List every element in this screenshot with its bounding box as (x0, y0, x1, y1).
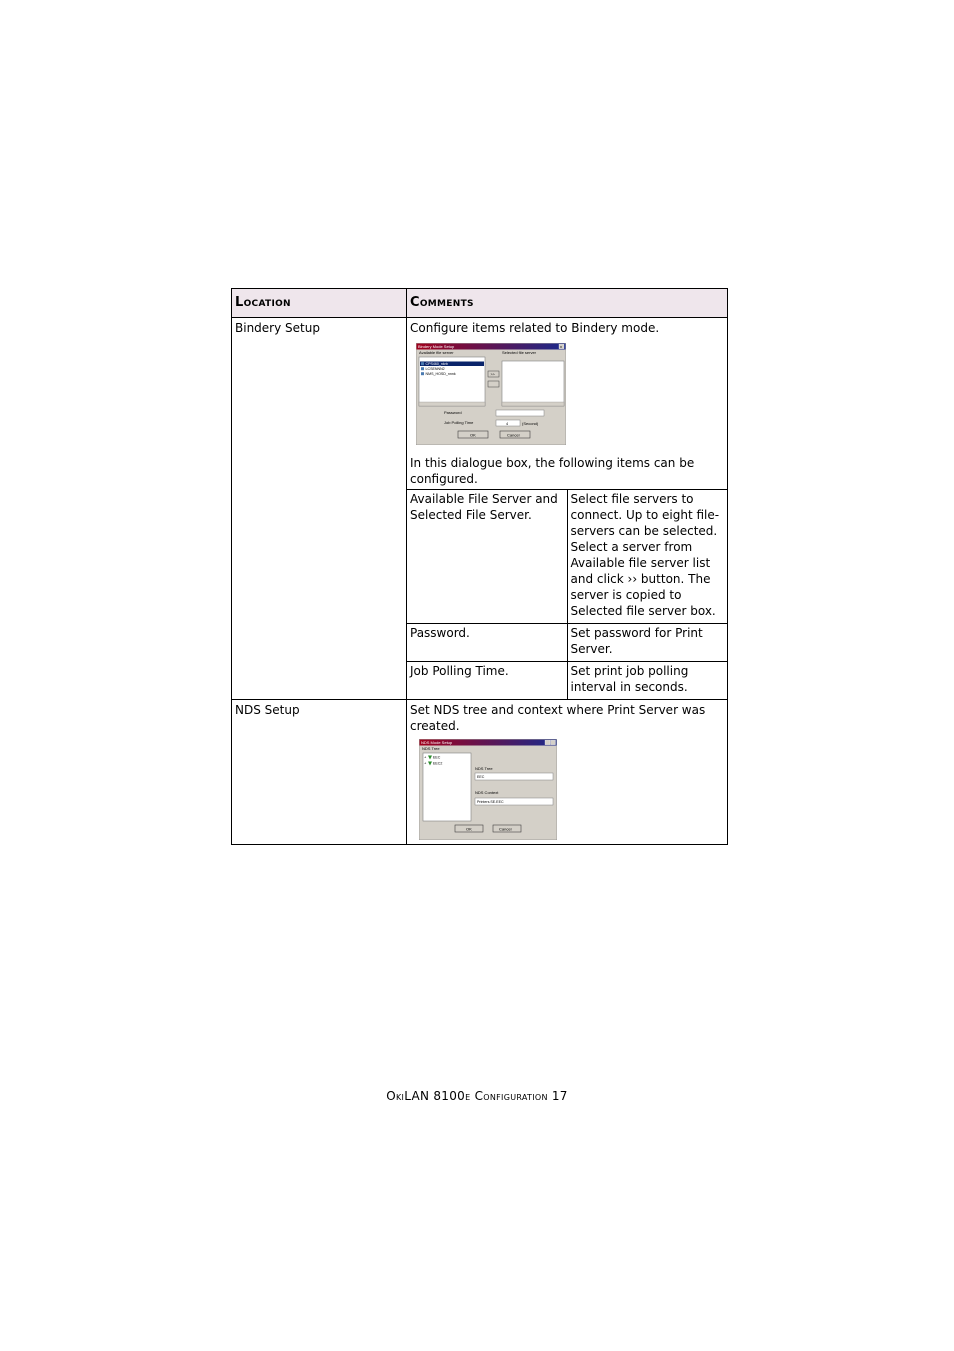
settings-table (231, 288, 728, 845)
bindery-dialog-screenshot (416, 343, 566, 445)
comments-cell (407, 318, 728, 490)
password-label: Password (444, 410, 462, 415)
svg-text:+: + (424, 760, 427, 766)
list-item[interactable]: LCSENNN2 (425, 367, 445, 371)
server-icon (421, 362, 424, 365)
comments-header: Comments (407, 289, 728, 318)
nds-tree-field[interactable] (475, 773, 553, 780)
server-icon (421, 372, 424, 375)
svg-text:OK: OK (466, 826, 472, 832)
svg-text:Cancel: Cancel (499, 826, 512, 832)
svg-text:Printers.SE.EEC: Printers.SE.EEC (477, 800, 504, 805)
list-item[interactable]: CPS460_nkrb (425, 362, 448, 366)
item-name: Available File Server and Selected File Server. (407, 490, 567, 624)
nds-intro: Set NDS tree and context where Print Server was created. (410, 703, 706, 733)
horizontal-scrollbar[interactable] (419, 402, 485, 406)
item-description: Select file servers to connect. Up to eight file-servers can be selected. Select a server from Available file server list and click ›› button. The server is copied to Selected file server box. (567, 490, 727, 624)
polling-label: Job Polling Time (444, 420, 474, 425)
bindery-after-image: In this dialogue box, the following items can be configured. (410, 456, 695, 486)
bindery-items-cell (407, 490, 728, 700)
selected-label: Selected file server (502, 350, 537, 355)
item-description: Set password for Print Server. (567, 624, 727, 662)
tree-item[interactable]: EEC (433, 755, 441, 760)
remove-button[interactable] (488, 381, 499, 387)
location-header: Location (232, 289, 407, 318)
polling-unit: (Second) (522, 421, 539, 426)
page-footer: OkiLAN 8100e Configuration 17 (386, 1089, 568, 1103)
bindery-items-table (407, 490, 727, 699)
svg-text:Cancel: Cancel (507, 432, 520, 438)
nds-dialog-screenshot (419, 739, 557, 840)
table-row (407, 624, 727, 662)
svg-text:EEC: EEC (477, 775, 485, 780)
item-name: Password. (407, 624, 567, 662)
item-name: Job Polling Time. (407, 662, 567, 700)
close-icon[interactable] (551, 740, 556, 745)
svg-text:>>: >> (490, 372, 495, 377)
svg-text:4: 4 (506, 422, 509, 426)
help-icon[interactable] (545, 740, 550, 745)
table-row (407, 490, 727, 624)
svg-text:x: x (560, 344, 562, 349)
table-row (232, 318, 728, 490)
tree-field-label: NDS Tree (475, 766, 493, 771)
header-row (232, 289, 728, 318)
svg-text:+: + (424, 754, 427, 760)
location-cell: Bindery Setup (232, 318, 407, 700)
table-row (232, 700, 728, 845)
tree-item[interactable]: EEC2 (433, 761, 443, 766)
bindery-intro: Configure items related to Bindery mode. (410, 321, 660, 335)
location-cell: NDS Setup (232, 700, 407, 845)
dialog-title: Bindery Mode Setup (418, 344, 455, 349)
password-field[interactable] (496, 410, 544, 416)
horizontal-scrollbar[interactable] (502, 402, 564, 406)
comments-cell (407, 700, 728, 845)
table-row (407, 662, 727, 700)
available-label: Available file server (419, 350, 454, 355)
list-item[interactable]: NMS_HOSD_nnnk (425, 372, 456, 376)
selected-list[interactable] (502, 361, 564, 406)
server-icon (421, 367, 424, 370)
dialog-title: NDS Mode Setup (421, 740, 453, 745)
tree-label: NDS Tree (422, 746, 440, 751)
item-description: Set print job polling interval in seconds. (567, 662, 727, 700)
svg-text:OK: OK (470, 432, 476, 438)
context-label: NDS Context (475, 790, 499, 795)
